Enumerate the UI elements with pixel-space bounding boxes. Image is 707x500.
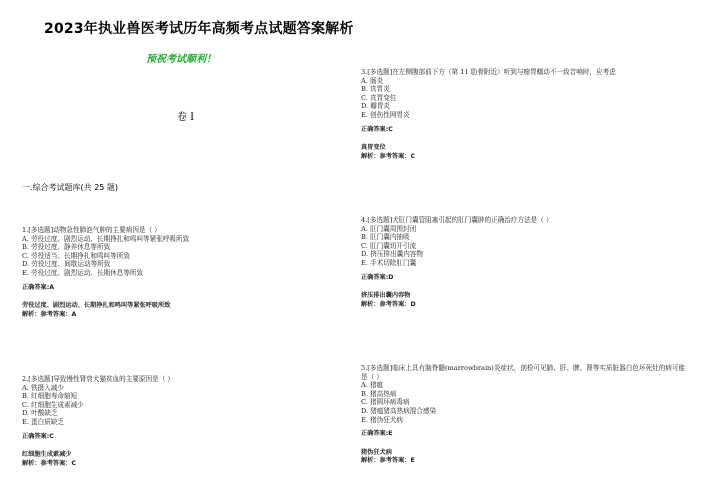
correct-answer: 正确答案:C (361, 125, 393, 133)
option-a: A. 劳役过度、剧烈运动、长期挣扎和鸣叫等紧张呼吸所致 (22, 234, 190, 243)
correct-answer: 正确答案:C (22, 432, 54, 440)
answer-text: 真胃变位 (361, 144, 386, 152)
question-3 (361, 68, 686, 161)
option-c: C. 劳役适当、长期挣扎和鸣叫等所致 (22, 251, 130, 260)
option-e: E. 猪伪狂犬病 (361, 415, 403, 424)
answer-text: 猪伪狂犬病 (361, 448, 392, 456)
option-b: B. 肛门囊内抽吸 (361, 233, 410, 242)
option-a: A. 肠炎 (361, 76, 384, 85)
question-1 (22, 226, 332, 319)
answer-text: 劳役过度、剧烈运动、长期挣扎和鸣叫等紧张呼吸所致 (22, 302, 171, 310)
option-d: D. 猪瘟猪高热病混合感染 (361, 406, 437, 415)
question-2 (22, 375, 332, 468)
option-e: E. 手术切除肛门囊 (361, 258, 417, 267)
question-stem: 2.[多选题]导致慢性肾衰犬猫贫血的主要原因是（ ） (22, 375, 174, 383)
answer-text: 挤压排出囊内容物 (361, 292, 411, 300)
option-d: D. 劳役过度、间歇运动等所致 (22, 260, 111, 269)
option-a: A. 铁摄入减少 (22, 383, 64, 392)
option-b: B. 劳役过度、静养休息等所致 (22, 243, 111, 252)
analysis: 解析：参考答案：C (361, 152, 416, 160)
answer-text: 红细胞生成素减少 (22, 451, 72, 459)
question-stem: 1.[多选题]动物急性肺泡气肿的主要病因是（ ） (22, 226, 161, 234)
option-e: E. 劳役过度、剧烈运动、长期休息等所致 (22, 268, 144, 277)
volume-label: 卷 I (177, 112, 195, 123)
section-title: 一.综合考试题库(共 25 题) (22, 183, 119, 192)
option-e: E. 创伤性网胃炎 (361, 110, 410, 119)
analysis: 解析：参考答案：C (22, 459, 77, 467)
page-title: 2023年执业兽医考试历年高频考点试题答案解析 (44, 21, 354, 37)
option-c: C. 猪圆环病毒病 (361, 398, 410, 407)
option-d: D. 叶酸缺乏 (22, 409, 58, 418)
question-5 (361, 364, 686, 466)
option-e: E. 蛋白质缺乏 (22, 417, 64, 426)
option-d: D. 瓣胃炎 (361, 102, 391, 111)
analysis: 解析：参考答案：D (361, 300, 416, 308)
correct-answer: 正确答案:A (22, 283, 55, 291)
correct-answer: 正确答案:D (361, 273, 394, 281)
option-a: A. 猪瘟 (361, 381, 384, 390)
analysis: 解析：参考答案：E (361, 457, 415, 465)
option-b: B. 红细胞寿命缩短 (22, 392, 78, 401)
option-c: C. 真胃变位 (361, 93, 397, 102)
option-c: C. 肛门囊切开引流 (361, 241, 417, 250)
question-stem: 5.[多选题]临床上具有脑脊髓(marrowbrain)炎症状，剖检可见肺、肝、脾、肾等实质脏器白色坏死灶的病可能是（ ） (361, 364, 686, 381)
question-4 (361, 216, 686, 309)
option-b: B. 猪高热病 (361, 389, 397, 398)
option-b: B. 真胃炎 (361, 85, 390, 94)
wish-text: 预祝考试顺利！ (146, 54, 216, 65)
analysis: 解析：参考答案：A (22, 310, 77, 318)
option-d: D. 挤压排出囊内容物 (361, 250, 423, 259)
question-stem: 4.[多选题]犬肛门囊管阻塞引起的肛门囊肿的正确治疗方法是（ ） (361, 216, 553, 224)
question-stem: 3.[多选题]在左侧腹部前下方（第 11 肋骨附近）听到与瘤胃蠕动不一致音响时，应考虑 (361, 68, 616, 76)
option-a: A. 肛门囊周围封闭 (361, 224, 417, 233)
correct-answer: 正确答案:E (361, 430, 393, 438)
option-c: C. 红细胞生成素减少 (22, 400, 84, 409)
